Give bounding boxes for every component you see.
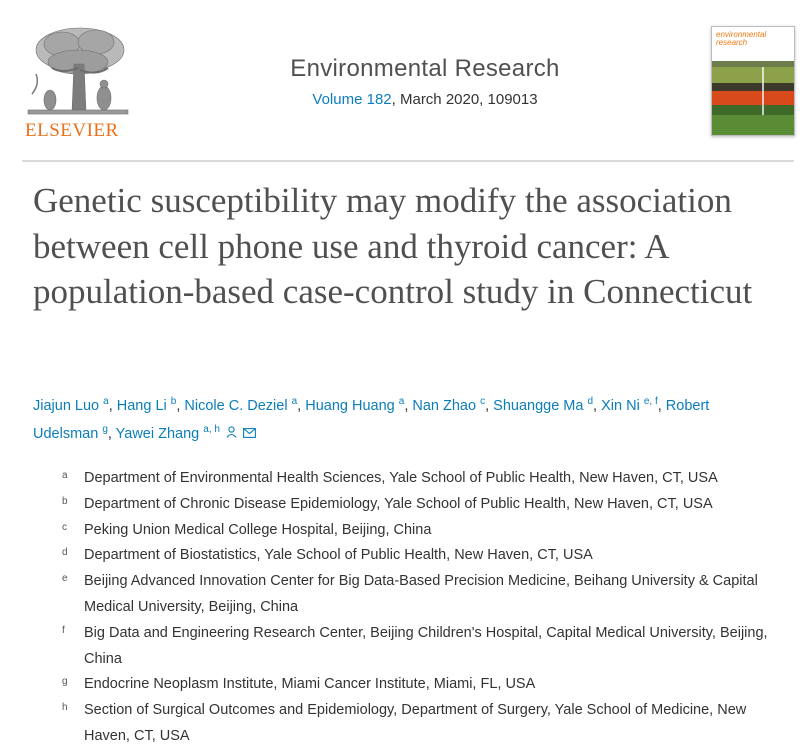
- affiliation-label: f: [62, 624, 65, 636]
- article-title: Genetic susceptibility may modify the association between cell phone use and thyroid cancer: A population-based case-control study in Connecticut: [33, 181, 753, 311]
- affiliation-item: [62, 621, 782, 673]
- author-link[interactable]: Robert Udelsman $^g$: [33, 397, 710, 442]
- journal-name-link[interactable]: Environmental Research: [290, 55, 560, 82]
- affiliation-item: [62, 698, 782, 750]
- affiliation-text: Department of Chronic Disease Epidemiology, Yale School of Public Health, New Haven, CT, USA: [84, 495, 713, 512]
- author-link[interactable]: Jiajun Luo $^a$: [33, 396, 109, 414]
- affiliation-label: e: [62, 573, 68, 585]
- author-link[interactable]: Hang Li $^b$: [116, 396, 177, 414]
- affiliation-label: b: [62, 495, 68, 507]
- affiliation-label: a: [62, 470, 68, 481]
- envelope-icon[interactable]: [243, 422, 256, 446]
- author-link[interactable]: Yawei Zhang $^{a, h}$: [115, 423, 220, 442]
- affiliation-label: h: [62, 702, 68, 714]
- affiliation-text: Beijing Advanced Innovation Center for Big Data-Based Precision Medicine, Beihang University & Capital Medical University, Beijing, China: [84, 573, 758, 615]
- volume-link[interactable]: Volume 182: [312, 91, 392, 108]
- author-link[interactable]: Nicole C. Deziel $^a$: [184, 396, 298, 414]
- issue-date-and-article-number: , March 2020, 109013: [391, 91, 538, 108]
- affiliation-label: g: [62, 676, 68, 688]
- author-link[interactable]: Shuangge Ma $^d$: [493, 396, 594, 414]
- affiliation-item: [62, 466, 782, 492]
- affiliation-text: Department of Environmental Health Sciences, Yale School of Public Health, New Haven, CT, USA: [84, 470, 718, 486]
- affiliation-label: c: [62, 521, 67, 533]
- author-link[interactable]: Huang Huang $^a$: [305, 396, 405, 414]
- affiliation-label: d: [62, 547, 68, 559]
- journal-block: [215, 55, 635, 108]
- journal-issue-info: [215, 91, 635, 108]
- affiliation-list: [62, 466, 782, 750]
- affiliation-item: [62, 543, 782, 569]
- affiliation-item: [62, 518, 782, 544]
- author-list: Jiajun Luo $^a$, Hang Li $^b$, Nicole C. Deziel $^a$, Huang Huang $^a$, Nan Zhao $^c$, Shuangge Ma $^d$, Xin Ni $^{e, f}$, Robert Udelsman $^g$, Yawei Zhang $^{a, h}$: [33, 390, 773, 446]
- elsevier-logo[interactable]: [22, 24, 134, 144]
- person-icon[interactable]: [226, 422, 237, 446]
- author-link[interactable]: Nan Zhao $^c$: [412, 396, 486, 414]
- cover-journal-title: environmental research: [716, 30, 767, 47]
- affiliation-text: Department of Biostatistics, Yale School of Public Health, New Haven, CT, USA: [84, 547, 593, 564]
- author-link[interactable]: Xin Ni $^{e, f}$: [601, 396, 658, 414]
- affiliation-item: [62, 492, 782, 518]
- affiliation-text: Peking Union Medical College Hospital, Beijing, China: [84, 521, 432, 538]
- affiliation-item: [62, 672, 782, 698]
- header-divider: [22, 160, 794, 162]
- affiliation-text: Section of Surgical Outcomes and Epidemiology, Department of Surgery, Yale School of Medicine, New Haven, CT, USA: [84, 702, 747, 744]
- publisher-name: ELSEVIER: [25, 120, 119, 141]
- journal-cover-thumbnail[interactable]: [711, 26, 795, 136]
- article-header: [0, 0, 800, 162]
- affiliation-item: [62, 569, 782, 621]
- elsevier-tree-logo-icon: [22, 24, 134, 120]
- affiliation-text: Big Data and Engineering Research Center, Beijing Children's Hospital, Capital Medical University, Beijing, China: [84, 624, 768, 667]
- affiliation-text: Endocrine Neoplasm Institute, Miami Cancer Institute, Miami, FL, USA: [84, 676, 536, 693]
